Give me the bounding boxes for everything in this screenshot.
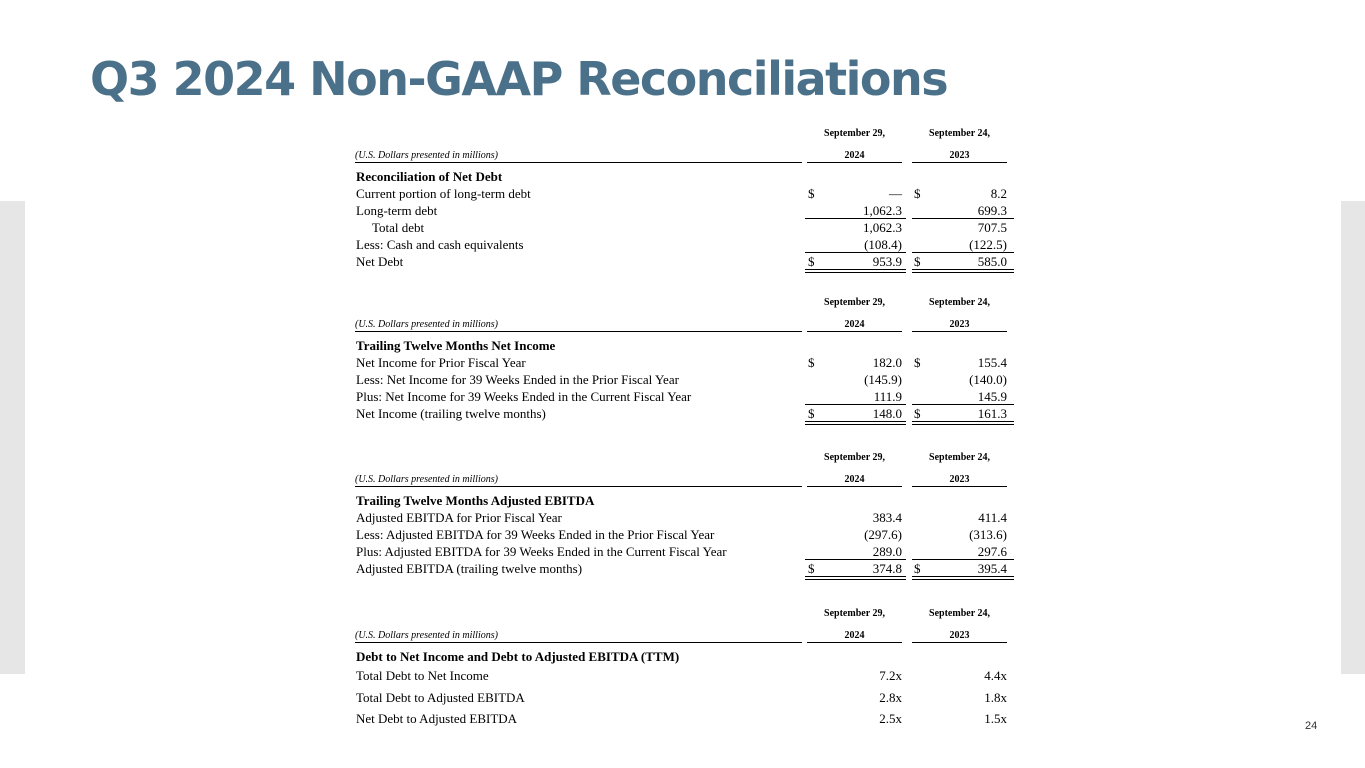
value-current: — <box>889 186 902 201</box>
value-prior: 4.4x <box>984 668 1007 683</box>
table-row <box>355 185 1015 202</box>
table-row <box>355 687 1015 709</box>
column-header-current: September 29, <box>824 452 885 463</box>
column-header-prior: September 24, <box>929 297 990 308</box>
column-header-prior: September 24, <box>929 128 990 139</box>
value-current: 111.9 <box>873 389 902 404</box>
table-row <box>355 371 1015 388</box>
value-current: 1,062.3 <box>863 220 902 235</box>
value-current: 374.8 <box>872 561 902 576</box>
dollar-sign: $ <box>914 355 921 370</box>
table-row <box>355 405 1015 422</box>
row-label: Total Debt to Adjusted EBITDA <box>356 689 525 705</box>
units-label: (U.S. Dollars presented in millions) <box>355 630 802 643</box>
value-prior: (313.6) <box>969 527 1007 542</box>
value-prior: 145.9 <box>977 389 1007 404</box>
dollar-sign: $ <box>914 186 921 201</box>
value-prior: 395.4 <box>977 561 1007 576</box>
double-underline <box>912 269 1014 273</box>
section-row <box>355 337 1015 354</box>
value-current: (297.6) <box>864 527 902 542</box>
value-current: 182.0 <box>872 355 902 370</box>
row-label: Long-term debt <box>356 203 438 218</box>
column-header-row <box>355 608 1015 621</box>
section-title: Trailing Twelve Months Net Income <box>356 338 556 353</box>
table-row <box>355 560 1015 577</box>
table-row <box>355 219 1015 236</box>
value-prior: 161.3 <box>977 406 1007 421</box>
column-header-prior: September 24, <box>929 452 990 463</box>
double-underline <box>912 576 1014 580</box>
dollar-sign: $ <box>808 561 815 576</box>
year-current: 2024 <box>807 150 902 163</box>
value-current: 383.4 <box>872 510 902 525</box>
units-row <box>355 319 1015 337</box>
year-current: 2024 <box>807 474 902 487</box>
table-row <box>355 236 1015 253</box>
table-row <box>355 202 1015 219</box>
table-row <box>355 509 1015 526</box>
double-underline <box>805 269 906 273</box>
units-row <box>355 150 1015 168</box>
value-current: 7.2x <box>879 668 902 683</box>
row-label: Plus: Adjusted EBITDA for 39 Weeks Ended in the Current Fiscal Year <box>356 544 727 559</box>
column-header-current: September 29, <box>824 608 885 619</box>
value-prior: 297.6 <box>977 544 1007 559</box>
page-number: 24 <box>1305 720 1318 732</box>
value-current: 1,062.3 <box>863 203 902 218</box>
row-label: Less: Adjusted EBITDA for 39 Weeks Ended in the Prior Fiscal Year <box>356 527 715 542</box>
page-title: Q3 2024 Non-GAAP Reconciliations <box>90 52 948 106</box>
column-header-current: September 29, <box>824 297 885 308</box>
value-current: 953.9 <box>872 254 902 269</box>
row-label: Net Debt <box>356 254 404 269</box>
ttm-net-income-table <box>355 297 1015 422</box>
units-label: (U.S. Dollars presented in millions) <box>355 319 802 332</box>
year-prior: 2023 <box>912 474 1007 487</box>
column-header-row <box>355 128 1015 141</box>
table-row <box>355 354 1015 371</box>
dollar-sign: $ <box>808 406 815 421</box>
value-current: (145.9) <box>864 372 902 387</box>
value-current: 2.5x <box>879 711 902 726</box>
row-label: Total Debt to Net Income <box>356 668 489 683</box>
row-label: Total debt <box>372 220 425 235</box>
row-label: Less: Cash and cash equivalents <box>356 237 524 252</box>
value-prior: 1.5x <box>984 711 1007 726</box>
net-debt-table <box>355 128 1015 270</box>
value-prior: 8.2 <box>990 186 1007 201</box>
column-header-row <box>355 297 1015 310</box>
section-title: Trailing Twelve Months Adjusted EBITDA <box>356 493 595 508</box>
dollar-sign: $ <box>914 254 921 269</box>
left-side-bar <box>0 201 25 674</box>
double-underline <box>805 576 906 580</box>
value-prior: 585.0 <box>977 254 1007 269</box>
value-prior: 699.3 <box>977 203 1007 218</box>
value-prior: 411.4 <box>978 510 1007 525</box>
value-prior: 155.4 <box>977 355 1007 370</box>
table-row <box>355 665 1015 687</box>
value-prior: 707.5 <box>977 220 1007 235</box>
row-label: Current portion of long-term debt <box>356 186 531 201</box>
row-label: Adjusted EBITDA (trailing twelve months) <box>356 561 583 576</box>
dollar-sign: $ <box>808 355 815 370</box>
column-header-prior: September 24, <box>929 608 990 619</box>
ttm-adjusted-ebitda-table <box>355 452 1015 577</box>
year-prior: 2023 <box>912 150 1007 163</box>
dollar-sign: $ <box>808 254 815 269</box>
value-prior: (122.5) <box>969 237 1007 252</box>
section-row <box>355 492 1015 509</box>
value-current: 289.0 <box>872 544 902 559</box>
right-side-bar <box>1341 201 1365 674</box>
table-row <box>355 526 1015 543</box>
section-title: Debt to Net Income and Debt to Adjusted EBITDA (TTM) <box>356 649 680 664</box>
column-header-current: September 29, <box>824 128 885 139</box>
value-current: (108.4) <box>864 237 902 252</box>
value-current: 2.8x <box>879 689 902 705</box>
row-label: Less: Net Income for 39 Weeks Ended in the Prior Fiscal Year <box>356 372 679 387</box>
dollar-sign: $ <box>914 561 921 576</box>
row-label: Net Income for Prior Fiscal Year <box>356 355 526 370</box>
dollar-sign: $ <box>808 186 815 201</box>
row-label: Net Income (trailing twelve months) <box>356 406 546 421</box>
table-row <box>355 253 1015 270</box>
units-row <box>355 630 1015 648</box>
year-current: 2024 <box>807 630 902 643</box>
section-row <box>355 168 1015 185</box>
table-row <box>355 708 1015 730</box>
section-row <box>355 648 1015 665</box>
value-prior: 1.8x <box>984 689 1007 705</box>
year-prior: 2023 <box>912 630 1007 643</box>
row-label: Adjusted EBITDA for Prior Fiscal Year <box>356 510 562 525</box>
dollar-sign: $ <box>914 406 921 421</box>
row-label: Net Debt to Adjusted EBITDA <box>356 711 518 726</box>
double-underline <box>912 421 1014 425</box>
double-underline <box>805 421 906 425</box>
column-header-row <box>355 452 1015 465</box>
year-current: 2024 <box>807 319 902 332</box>
value-prior: (140.0) <box>969 372 1007 387</box>
units-label: (U.S. Dollars presented in millions) <box>355 150 802 163</box>
units-label: (U.S. Dollars presented in millions) <box>355 474 802 487</box>
table-row <box>355 543 1015 560</box>
year-prior: 2023 <box>912 319 1007 332</box>
debt-ratios-table <box>355 608 1015 730</box>
section-title: Reconciliation of Net Debt <box>356 169 503 184</box>
row-label: Plus: Net Income for 39 Weeks Ended in the Current Fiscal Year <box>356 389 692 404</box>
value-current: 148.0 <box>872 406 902 421</box>
units-row <box>355 474 1015 492</box>
table-row <box>355 388 1015 405</box>
